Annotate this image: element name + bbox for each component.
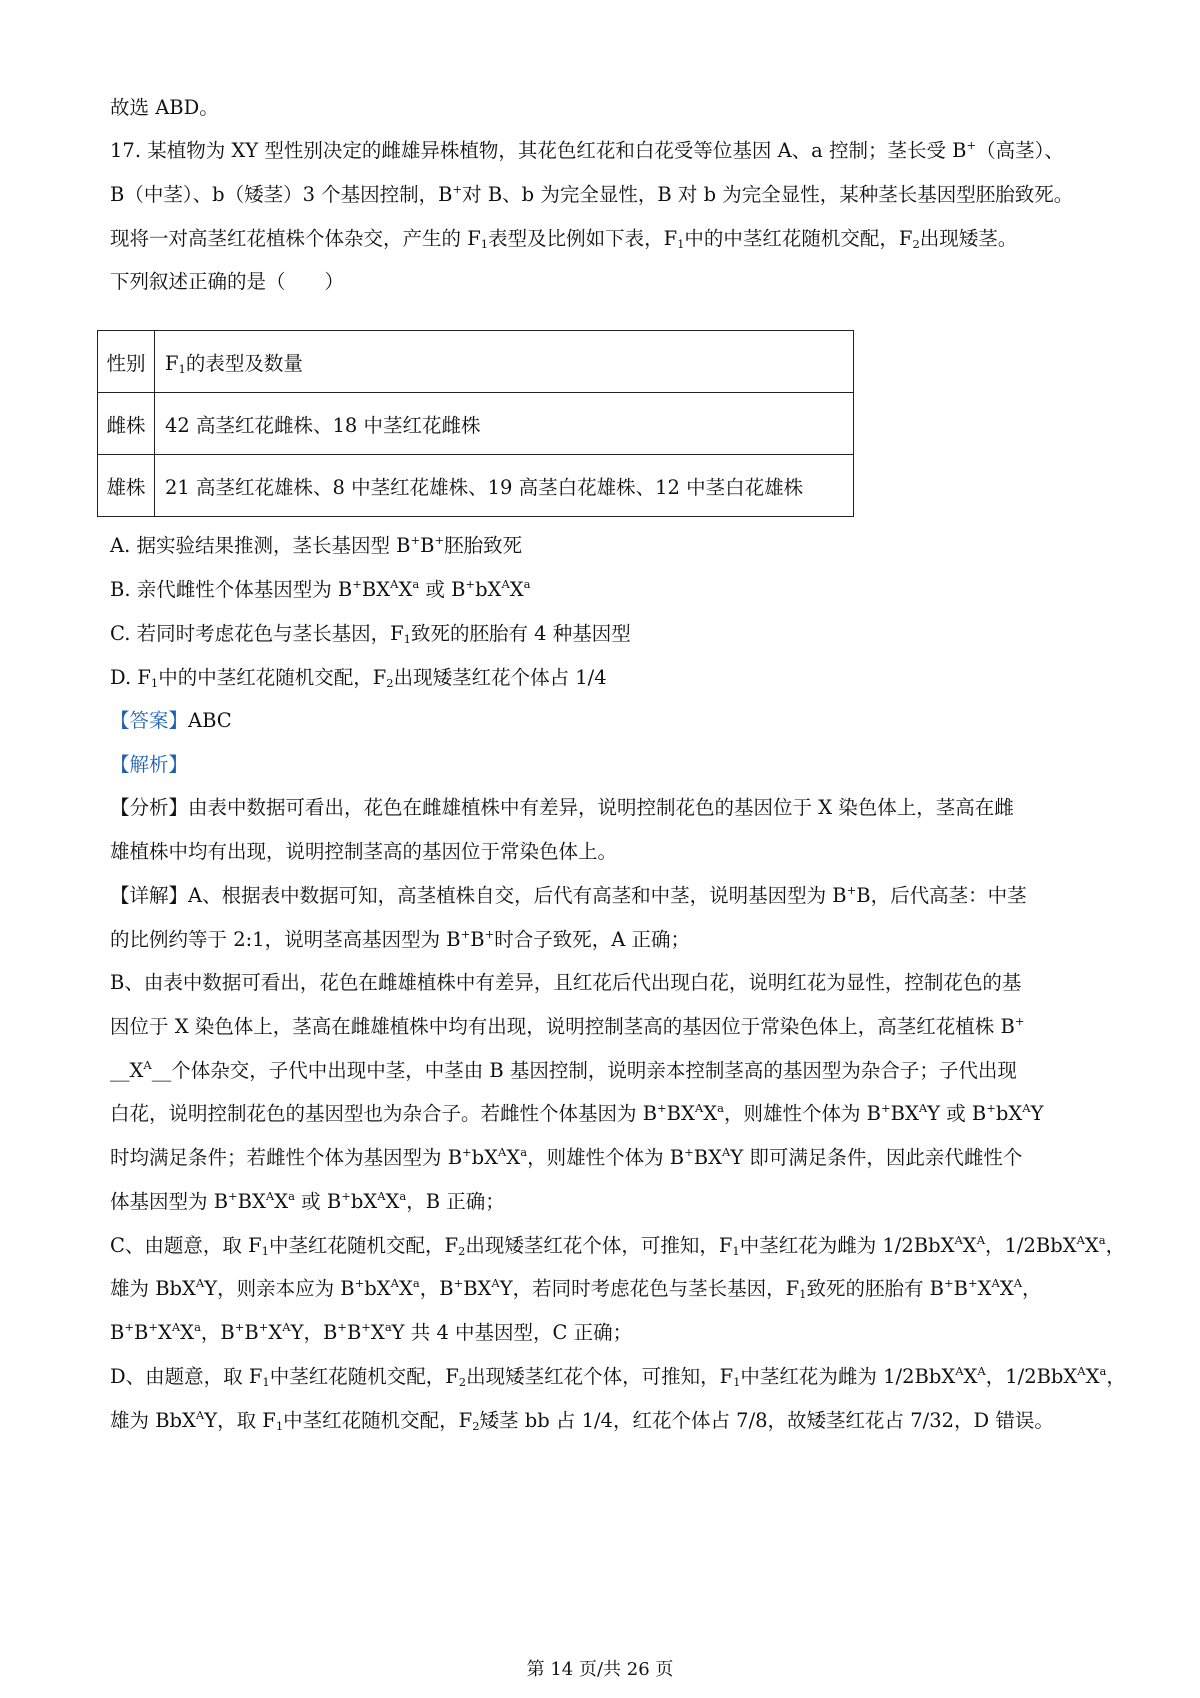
table-header-sex: 性别 [98,331,155,393]
option-a: A. 据实验结果推测，茎长基因型 B+B+胚胎致死 [110,533,523,557]
detail-c-line-3: $B^+B^+X^AX^a$，$B^+B^+X^AY$，$B^+B^+X^aY$ 共 4 中基因型，C 正确； [110,1320,633,1344]
detail-line-1: 【详解】A、根据表中数据可知，高茎植株自交，后代有高茎和中茎，说明基因型为 B+B，后代高茎：中茎 [110,883,1027,907]
detail-line-6: 白花，说明控制花色的基因型也为杂合子。若雌性个体基因为 $B^+BX^AX^a$，则雄性个体为 $B^+BX^AY$ 或 $B^+bX^AY$ [110,1101,1044,1125]
analysis-label: 【解析】 [110,753,189,776]
table-header-row [98,331,854,393]
detail-d-line-1: D、由题意，取 $F_1$中茎红花随机交配，$F_2$出现矮茎红花个体，可推知，$F_1$中茎红花为雌为 $1/2BbX^AX^A$，$1/2BbX^AX^a$， [110,1364,1126,1389]
detail-c-line-2: 雄为 BbX$^A$Y，则亲本应为 $B^+bX^AX^a$，$B^+BX^AY$，若同时考虑花色与茎长基因，$F_1$致死的胚胎有 $B^+B^+X^AX^A$， [110,1276,1042,1301]
detail-d-line-2: 雄为 BbX$^A$Y，取 $F_1$中茎红花随机交配，$F_2$矮茎 bb 占 1/4，红花个体占 7/8，故矮茎红花占 7/32，D 错误。 [110,1408,1054,1433]
detail-line-3: B、由表中数据可看出，花色在雌雄植株中有差异，且红花后代出现白花，说明红花为显性，控制花色的基 [110,971,1022,994]
page-footer: 第 14 页/共 26 页 [526,1659,674,1680]
detail-line-5: $\_\_X^A\_\_$个体杂交，子代中出现中茎，中茎由 B 基因控制，说明亲本控制茎高的基因型为杂合子；子代出现 [110,1058,1017,1082]
question-stem-line-4: 下列叙述正确的是（ ） [110,270,345,293]
detail-line-4: 因位于 X 染色体上，茎高在雌雄植株中均有出现，说明控制茎高的基因位于常染色体上，高茎红花植株 B+ [110,1014,1025,1038]
answer-label: 【答案】 [110,709,189,732]
table-cell-phenotype: 42 高茎红花雌株、18 中茎红花雌株 [155,393,854,455]
question-stem-line-1: 17. 某植物为 XY 型性别决定的雌雄异株植物，其花色红花和白花受等位基因 A、a 控制；茎长受 B+（高茎）、 [110,138,1064,162]
analysis-fenxi-line-2: 雄植株中均有出现，说明控制茎高的基因位于常染色体上。 [110,840,618,863]
answer-line [110,707,232,735]
detail-line-8: 体基因型为 $B^+BX^AX^a$ 或 $B^+bX^AX^a$，B 正确； [110,1189,505,1213]
question-stem-line-3: 现将一对高茎红花植株个体杂交，产生的 $F_1$表型及比例如下表，$F_1$中的中茎红花随机交配，$F_2$出现矮茎。 [110,227,1018,251]
detail-c-line-1: C、由题意，取 $F_1$中茎红花随机交配，$F_2$出现矮茎红花个体，可推知，$F_1$中茎红花为雌为 $1/2BbX^AX^A$，$1/2BbX^AX^a$， [110,1233,1126,1258]
table-cell-sex: 雌株 [98,393,155,455]
option-c: C. 若同时考虑花色与茎长基因，$F_1$致死的胚胎有 4 种基因型 [110,622,631,646]
option-d: D. $F_1$中的中茎红花随机交配，$F_2$出现矮茎红花个体占 1/4 [110,666,607,690]
question-number: 17. [110,139,142,162]
detail-line-2: 的比例约等于 2:1，说明茎高基因型为 B+B+时合子致死，A 正确； [110,927,691,951]
previous-answer-conclusion: 故选 ABD。 [110,96,219,119]
table-row [98,393,854,455]
analysis-fenxi-line-1: 【分析】由表中数据可看出，花色在雌雄植株中有差异，说明控制花色的基因位于 X 染色体上，茎高在雌 [110,796,1014,819]
question-stem-line-2: B（中茎）、b（矮茎）3 个基因控制，B+对 B、b 为完全显性，B 对 b 为完全显性，某种茎长基因型胚胎致死。 [110,182,1074,206]
answer-value: ABC [188,709,232,732]
table-cell-sex: 雄株 [98,455,155,517]
detail-line-7: 时均满足条件；若雌性个体为基因型为 $B^+bX^AX^a$，则雄性个体为 $B^+BX^AY$ 即可满足条件，因此亲代雌性个 [110,1145,1023,1169]
phenotype-table [97,330,854,517]
table-cell-phenotype: 21 高茎红花雄株、8 中茎红花雄株、19 高茎白花雄株、12 中茎白花雄株 [155,455,854,517]
option-b: B. 亲代雌性个体基因型为 $B^+BX^AX^a$ 或 $B^+bX^AX^a$ [110,577,531,601]
table-header-phenotype: $F_1$的表型及数量 [155,331,854,393]
table-row [98,455,854,517]
